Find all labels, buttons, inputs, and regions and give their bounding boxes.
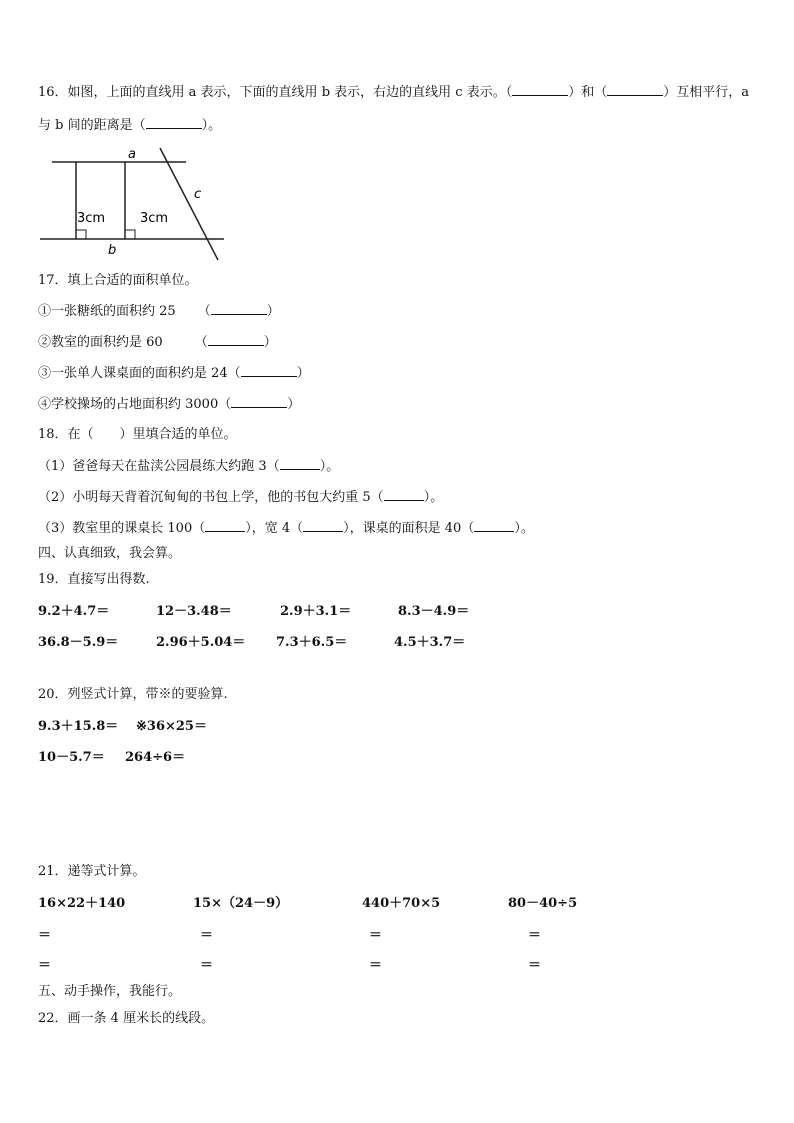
line-c xyxy=(160,148,218,260)
q21-equals: ＝ xyxy=(369,928,383,943)
q19-expr: 7.3＋6.5＝ xyxy=(276,635,348,650)
q21-equals: ＝ xyxy=(200,928,214,943)
q16-blank-1[interactable] xyxy=(512,83,568,96)
q19-expr: 36.8－5.9＝ xyxy=(38,635,119,650)
q19-row-2 xyxy=(38,634,754,652)
q16-text-part4: 与 b 间的距离是（ xyxy=(38,118,146,133)
q21-expr-row xyxy=(38,895,754,913)
q21-equals: ＝ xyxy=(38,958,52,973)
q18-item-3 xyxy=(38,519,534,538)
q20-expr: 9.3＋15.8＝ xyxy=(38,719,119,734)
q17-item-4-text: ④学校操场的占地面积约 3000（ xyxy=(38,397,232,412)
q21-equals: ＝ xyxy=(528,958,542,973)
q18-item-2-b: ）。 xyxy=(423,490,444,505)
label-a: a xyxy=(128,147,136,162)
q19-expr: 8.3－4.9＝ xyxy=(398,604,470,619)
distance-label-2: 3cm xyxy=(140,211,169,226)
q16-blank-2[interactable] xyxy=(607,83,663,96)
right-angle-mark-1 xyxy=(76,230,86,239)
q17-item-3 xyxy=(38,364,310,383)
right-angle-mark-2 xyxy=(125,230,135,239)
q18-item-3-d: ）。 xyxy=(514,521,534,536)
q17-item-1-open: （ xyxy=(197,304,211,319)
distance-label-1: 3cm xyxy=(77,211,106,226)
q19-expr: 4.5＋3.7＝ xyxy=(394,635,466,650)
q20-expr: ※36×25＝ xyxy=(136,719,207,734)
label-c: c xyxy=(194,187,202,202)
q17-item-2-close: ） xyxy=(263,335,277,350)
q21-equals-row-2 xyxy=(38,957,754,975)
q16-figure xyxy=(38,144,228,262)
q18-item-1-a: （1）爸爸每天在盐渎公园晨练大约跑 3（ xyxy=(38,459,280,474)
q21-expr: 16×22＋140 xyxy=(38,896,126,911)
q21-equals: ＝ xyxy=(369,958,383,973)
q21-equals-row-1 xyxy=(38,927,754,945)
q21-expr: 440＋70×5 xyxy=(362,896,441,911)
q19-expr: 9.2＋4.7＝ xyxy=(38,604,110,619)
q21-expr: 15×（24－9） xyxy=(193,896,289,911)
q21-expr: 80－40÷5 xyxy=(508,896,578,911)
q21-equals: ＝ xyxy=(38,928,52,943)
q16-text-part3: ）互相平行，a xyxy=(663,85,749,100)
q18-item-2-a: （2）小明每天背着沉甸甸的书包上学，他的书包大约重 5（ xyxy=(38,490,384,505)
q18-blank-5[interactable] xyxy=(474,519,514,532)
q19-expr: 2.9＋3.1＝ xyxy=(280,604,352,619)
q19-row-1 xyxy=(38,603,754,621)
q17-blank-2[interactable] xyxy=(208,333,264,346)
q16-text-line2 xyxy=(38,116,221,135)
q18-item-1-b: ）。 xyxy=(319,459,340,474)
q17-item-2-text: ②教室的面积约是 60 xyxy=(38,335,163,350)
q20-title: 20．列竖式计算，带※的要验算. xyxy=(38,687,228,702)
q17-item-4 xyxy=(38,395,300,414)
q22-title: 22．画一条 4 厘米长的线段。 xyxy=(38,1011,215,1026)
q16-blank-3[interactable] xyxy=(146,116,202,129)
q20-expr: 264÷6＝ xyxy=(125,750,186,765)
q16-text-part2: ）和（ xyxy=(568,85,608,100)
q17-blank-1[interactable] xyxy=(211,302,267,315)
section-4-title: 四、认真细致，我会算。 xyxy=(38,546,182,561)
q18-blank-1[interactable] xyxy=(280,457,320,470)
label-b: b xyxy=(108,243,117,258)
q21-equals: ＝ xyxy=(200,958,214,973)
q17-item-3-text: ③一张单人课桌面的面积约是 24（ xyxy=(38,366,241,381)
q16-text-part5: ）。 xyxy=(201,118,222,133)
q17-item-3-close: ） xyxy=(296,366,310,381)
q18-item-3-c: ），课桌的面积是 40（ xyxy=(343,521,475,536)
q18-item-3-a: （3）教室里的课桌长 100（ xyxy=(38,521,206,536)
q17-item-1 xyxy=(38,302,280,321)
q17-item-4-close: ） xyxy=(287,397,301,412)
q20-row-1 xyxy=(38,718,754,736)
q17-title: 17．填上合适的面积单位。 xyxy=(38,273,198,288)
q18-item-2 xyxy=(38,488,443,507)
q19-title: 19．直接写出得数. xyxy=(38,572,150,587)
q20-expr: 10－5.7＝ xyxy=(38,750,105,765)
q19-expr: 12－3.48＝ xyxy=(156,604,232,619)
q16-text-part1: 16．如图，上面的直线用 a 表示，下面的直线用 b 表示，右边的直线用 c 表示。（ xyxy=(38,85,513,100)
q18-item-1 xyxy=(38,457,339,476)
q19-expr: 2.96＋5.04＝ xyxy=(156,635,246,650)
q21-title: 21．递等式计算。 xyxy=(38,864,146,879)
q17-item-2-open: （ xyxy=(194,335,208,350)
q18-title: 18．在（ ）里填合适的单位。 xyxy=(38,427,237,442)
q17-item-1-text: ①一张糖纸的面积约 25 xyxy=(38,304,176,319)
q18-blank-4[interactable] xyxy=(303,519,343,532)
section-5-title: 五、动手操作，我能行。 xyxy=(38,984,182,999)
q21-equals: ＝ xyxy=(528,928,542,943)
q17-blank-3[interactable] xyxy=(241,364,297,377)
q20-row-2 xyxy=(38,749,754,767)
q17-blank-4[interactable] xyxy=(231,395,287,408)
q18-blank-3[interactable] xyxy=(205,519,245,532)
q17-item-1-close: ） xyxy=(266,304,280,319)
q18-blank-2[interactable] xyxy=(384,488,424,501)
q17-item-2 xyxy=(38,333,277,352)
q18-item-3-b: ），宽 4（ xyxy=(245,521,304,536)
q16-text-line1 xyxy=(38,83,749,102)
